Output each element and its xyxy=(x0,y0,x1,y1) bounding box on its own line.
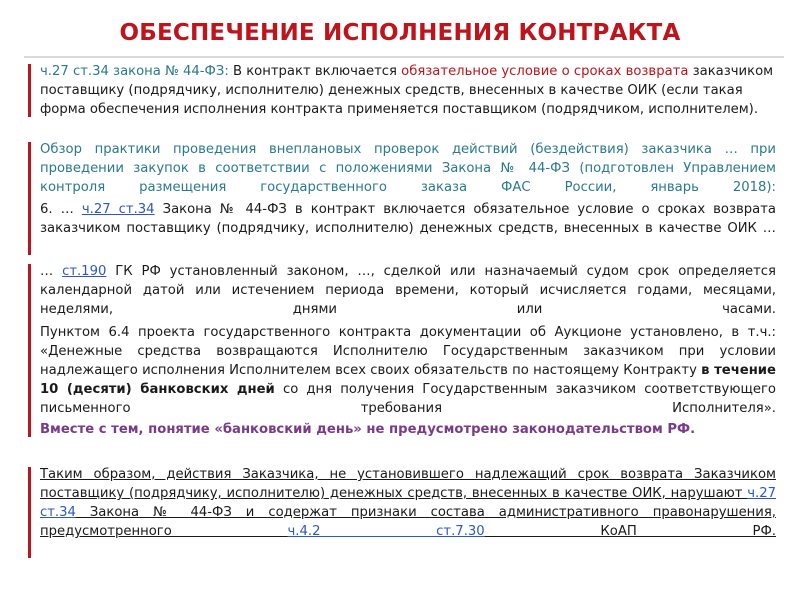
paragraph-conclusion xyxy=(28,465,776,560)
bold-text: в течение 10 (десяти) банковских дней xyxy=(40,363,776,397)
paragraph-banking-day xyxy=(28,420,776,439)
text: Таким образом, действия Заказчика, не установившего надлежащий срок возврата Заказчиком поставщику (подрядчику, исполнителю) денежных средств, внесенных в качестве ОИК, нарушают xyxy=(40,467,776,501)
emphasis-text: Вместе с тем, понятие «банковский день» не предусмотрено законодательством РФ. xyxy=(40,422,696,437)
paragraph-law-reference xyxy=(28,62,776,119)
civil-code-link[interactable]: ст.190 xyxy=(62,264,107,279)
text: 6. … xyxy=(40,202,82,217)
text: В контракт включается xyxy=(228,64,402,79)
paragraph-item-6 xyxy=(28,200,776,257)
text: Закона № 44-ФЗ в контракт включается обязательное условие о сроках возврата заказчиком поставщику (подрядчику, исполнителю) денежных средств, внесенных в качестве ОИК … xyxy=(40,202,777,236)
bullet-marker xyxy=(28,64,31,117)
bullet-marker xyxy=(28,202,31,255)
bullet-marker xyxy=(28,325,31,435)
law-link[interactable]: ч.27 ст.34 xyxy=(40,486,776,520)
text: … xyxy=(40,264,63,279)
text: Пунктом 6.4 проекта государственного контракта документации об Аукционе установлено, в т.ч.: «Денежные средства возвращаются Исполнителю Государственным заказчиком при условии надлежащего исполнения Исполнителем всех своих обязательств по настоящему Контракту xyxy=(40,325,776,378)
bullet-marker xyxy=(28,467,31,558)
bullet-marker xyxy=(28,422,31,437)
text: ГК РФ установленный законом, …, сделкой или назначаемый судом срок определяется календарной датой или истечением периода времени, который исчисляется годами, месяцами, неделями, днями или часами. xyxy=(40,264,776,317)
fas-review-text: Обзор практики проведения внеплановых проверок действий (бездействия) заказчика … при проведении закупок в соответствии с положениями Закона № 44-ФЗ (подготовлен Управлением контроля размещения государственного заказа ФАС России, январь 2018): xyxy=(40,142,776,195)
text: со дня получения Государственным заказчиком соответствующего письменного требования Исполнителя». xyxy=(40,382,776,416)
highlighted-text: обязательное условие о сроках возврата xyxy=(401,64,689,79)
text: Закона № 44-ФЗ и содержат признаки состава административного правонарушения, предусмотренного xyxy=(40,505,776,539)
law-link[interactable]: ч.27 ст.34 xyxy=(81,202,155,217)
slide-title: ОБЕСПЕЧЕНИЕ ИСПОЛНЕНИЯ КОНТРАКТА xyxy=(119,20,681,46)
text: заказчиком поставщику (подрядчику, исполнителю) денежных средств, внесенных в качестве ОИК (если такая форма обеспечения исполнения контракта применяется поставщиком (подрядчиком, исполнителем). xyxy=(40,64,774,117)
text: КоАП РФ. xyxy=(484,524,776,539)
koap-link[interactable]: ч.4.2 ст.7.30 xyxy=(287,524,485,539)
title-divider xyxy=(24,56,784,58)
law-reference: ч.27 ст.34 закона № 44-ФЗ: xyxy=(40,64,229,79)
